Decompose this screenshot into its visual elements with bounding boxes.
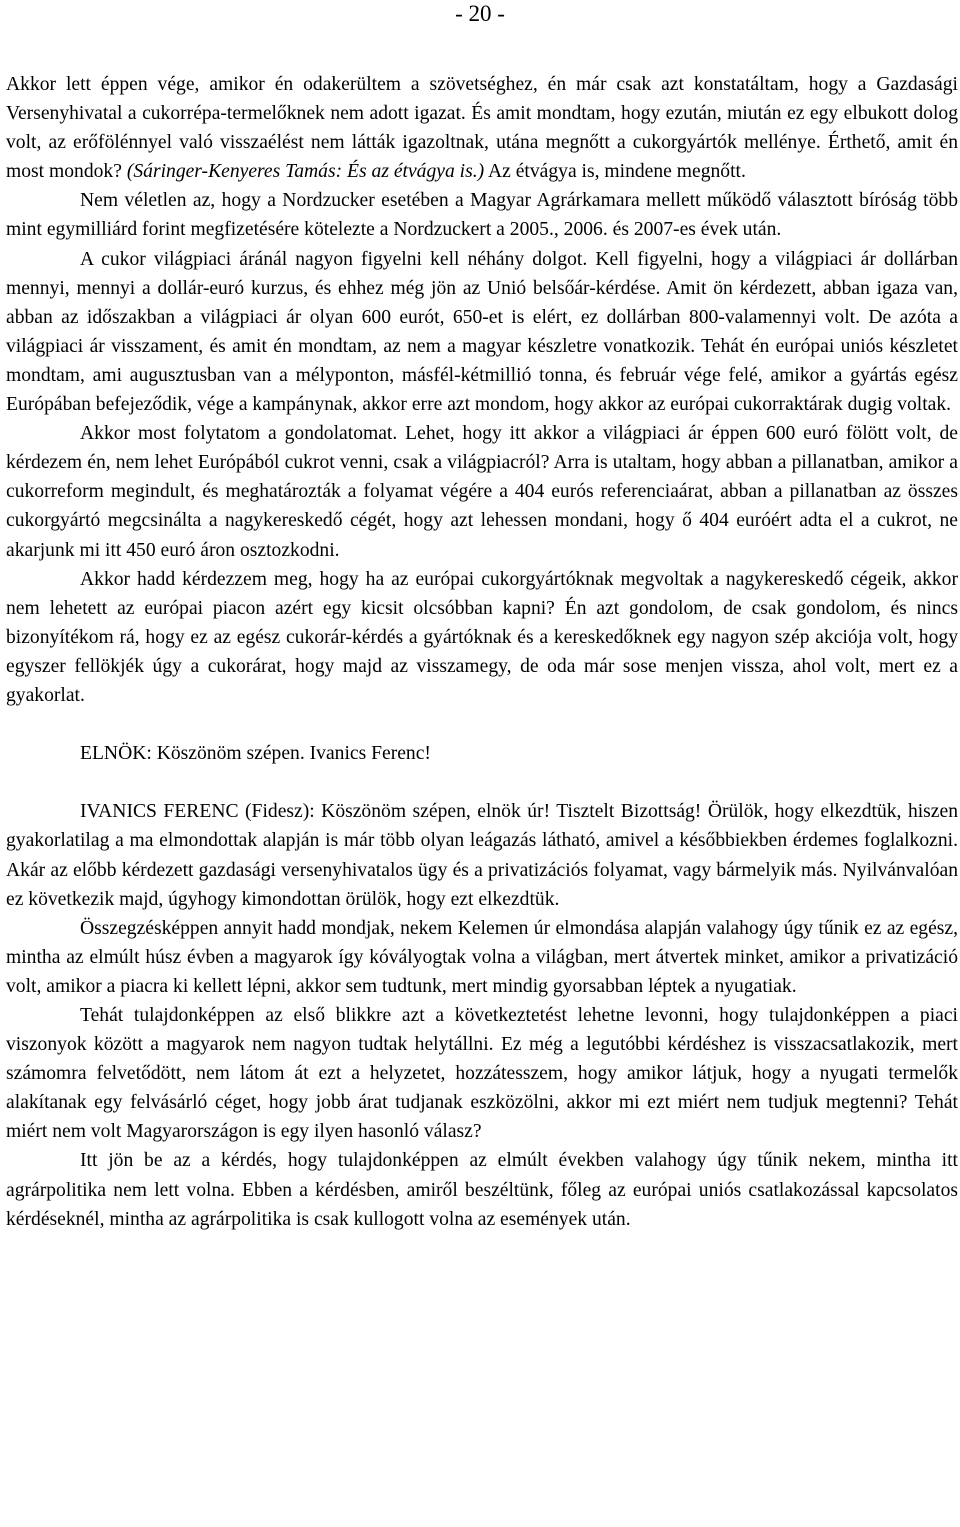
paragraph-text: Az étvágya is, mindene megnőtt. xyxy=(484,161,746,183)
spacer xyxy=(6,710,958,739)
paragraph: Összegzésképpen annyit hadd mondjak, nekem Kelemen úr elmondása alapján valahogy úgy tűnik ez az egész, mintha az elmúlt húsz évben a magyarok így kóvályogtak volna a világban, mert átvertek minket, amikor a privatizáció volt, amikor a piacra ki kellett lépni, akkor sem tudtunk, mert mindig gyorsabban léptek a nyugatiak. xyxy=(6,917,958,997)
speaker-paragraph-chair: ELNÖK: Köszönöm szépen. Ivanics Ferenc! xyxy=(80,743,431,765)
paragraph-text: Akkor lett éppen vége, amikor én odakerültem a szövetséghez, én már csak azt konstatáltam, hogy a Gazdasági Versenyhivatal a cukorrépa-termelőknek nem adott igazat. És amit mondtam, hogy ezután, miután ez egy elbukott dolog volt, az erőfölénnyel való visszaélést nem látták igazoltnak, utána megnőtt a cukorgyártók mellénye. Érthető, amit én most mondok? xyxy=(6,74,958,183)
document-body xyxy=(6,70,958,1234)
paragraph: Itt jön be az a kérdés, hogy tulajdonképpen az elmúlt években valahogy úgy tűnik nekem, mintha itt agrárpolitika nem lett volna. Ebben a kérdésben, amiről beszéltünk, főleg az európai uniós csatlakozással kapcsolatos kérdéseknél, mintha az agrárpolitika is csak kullogott volna az események után. xyxy=(6,1150,958,1230)
paragraph: Akkor hadd kérdezzem meg, hogy ha az európai cukorgyártóknak megvoltak a nagykereskedő cégeik, akkor nem lehetett az európai piacon azért egy kicsit olcsóbban kapni? Én azt gondolom, de csak gondolom, és nincs bizonyítékom rá, hogy ez az egész cukorár-kérdés a gyártóknak és a kereskedőknek egy nagyon szép akciója volt, hogy egyszer fellökjék úgy a cukorárat, hogy majd az visszamegy, de oda már sose menjen vissza, ahol volt, mert ez a gyakorlat. xyxy=(6,568,958,706)
interjection: (Sáringer-Kenyeres Tamás: És az étvágya is.) xyxy=(126,161,485,183)
paragraph: Tehát tulajdonképpen az első blikkre azt a következtetést lehetne levonni, hogy tulajdonképpen a piaci viszonyok között a magyarok nem nagyon tudtak helytállni. Ez még a legutóbbi kérdéshez is visszacsatlakozik, mert számomra felvetődött, nem látom át ezt a helyzetet, hozzátesszem, hogy amikor látjuk, hogy a nyugati termelők alakítanak egy felvásárló céget, hogy jobb árat tudjanak eszközölni, akkor mi ezt miért nem tudjuk megtenni? Tehát miért nem volt Magyarországon is egy ilyen hasonló válasz? xyxy=(6,1005,958,1143)
page-number: - 20 - xyxy=(455,1,505,26)
spacer xyxy=(6,768,958,797)
paragraph: Nem véletlen az, hogy a Nordzucker esetében a Magyar Agrárkamara mellett működő választott bíróság több mint egymilliárd forint megfizetésére kötelezte a Nordzuckert a 2005., 2006. és 2007-es évek után. xyxy=(6,190,958,241)
paragraph xyxy=(6,70,958,186)
paragraph: Akkor most folytatom a gondolatomat. Lehet, hogy itt akkor a világpiaci ár éppen 600 euró fölött volt, de kérdezem én, nem lehet Európából cukrot venni, csak a világpiacról? Arra is utaltam, hogy abban a pillanatban, amikor a cukorreform megindult, és meghatározták a folyamat végére a 404 eurós referenciaárat, abban a pillanatban az összes cukorgyártó megcsinálta a nagykereskedő cégét, hogy azt lehessen mondani, hogy ő 404 euróért adta el a cukrot, ne akarjunk mi itt 450 euró áron osztozkodni. xyxy=(6,423,958,561)
speaker-paragraph: IVANICS FERENC (Fidesz): Köszönöm szépen, elnök úr! Tisztelt Bizottság! Örülök, hogy elkezdtük, hiszen gyakorlatilag a ma elmondottak alapján is már több olyan leágazás látható, amivel a későbbiekben érdemes foglalkozni. Akár az előbb kérdezett gazdasági versenyhivatalos ügy és a privatizációs folyamat, vagy bármelyik más. Nyilvánvalóan ez következik majd, úgyhogy kimondottan örülök, hogy ezt elkezdtük. xyxy=(6,801,958,910)
paragraph: A cukor világpiaci áránál nagyon figyelni kell néhány dolgot. Kell figyelni, hogy a világpiaci ár dollárban mennyi, mennyi a dollár-euró kurzus, és ehhez még jön az Unió belsőár-kérdése. Amit ön kérdezett, abban igaza van, abban az időszakban a világpiaci ár olyan 600 eurót, 650-et is elért, ez dollárban 800-valamennyi volt. De azóta a világpiaci ár visszament, és amit én mondtam, az nem a magyar készletre vonatkozik. Tehát én európai uniós készletet mondtam, ami augusztusban van a mélyponton, másfél-kétmillió tonna, és február vége felé, amikor a gyártás egész Európában befejeződik, vége a kampánynak, akkor erre azt mondom, hogy akkor az európai cukorraktárak dugig voltak. xyxy=(6,248,958,416)
